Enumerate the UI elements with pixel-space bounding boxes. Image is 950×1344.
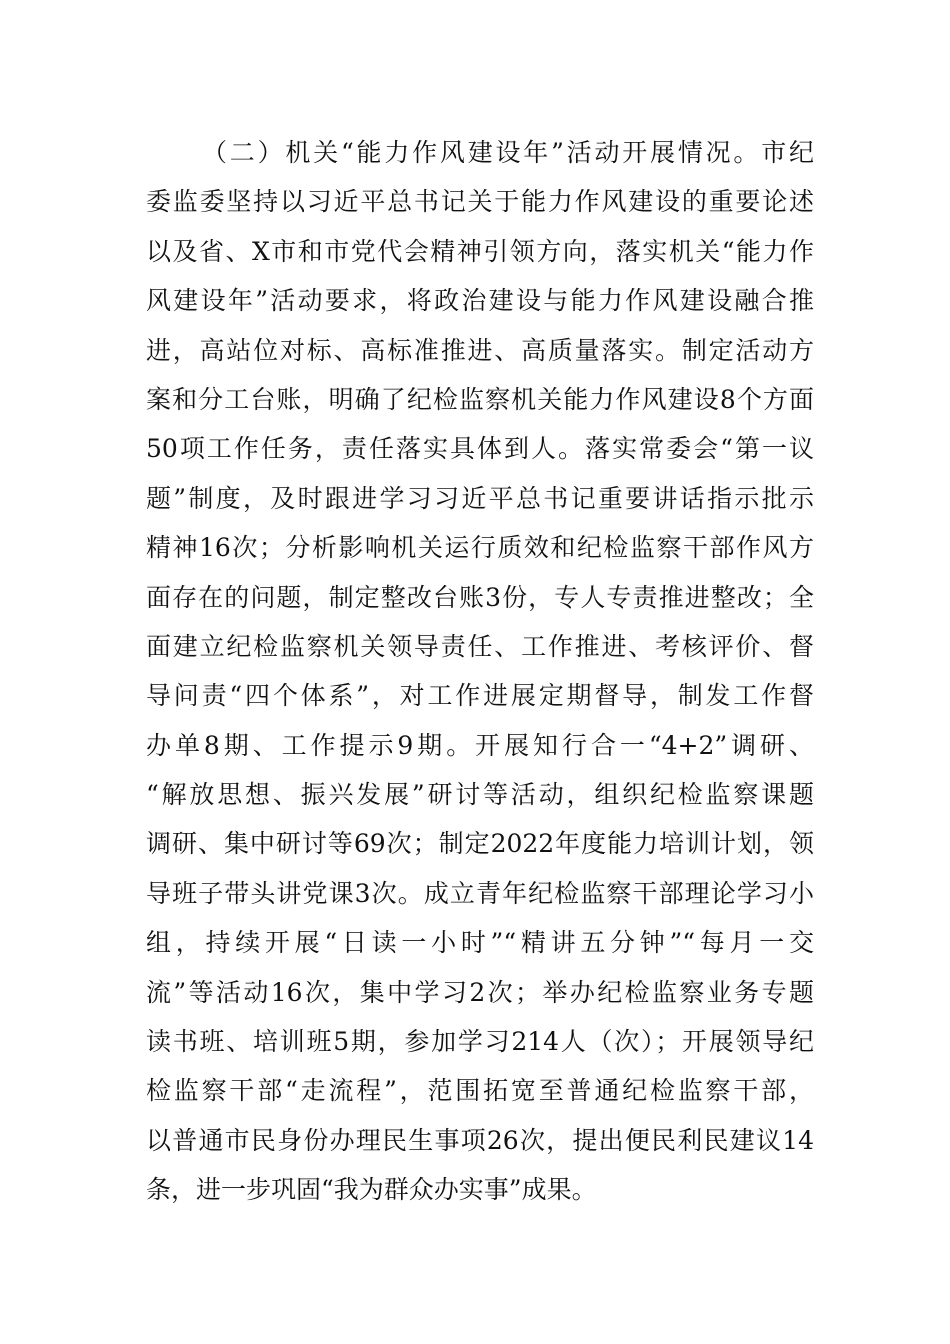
paragraph-line: “解放思想、振兴发展”研讨等活动，组织纪检监察课题 bbox=[146, 780, 814, 810]
paragraph-line: 检监察干部“走流程”，范围拓宽至普通纪检监察干部， bbox=[146, 1076, 814, 1106]
paragraph-line: 案和分工台账，明确了纪检监察机关能力作风建设8个方面 bbox=[146, 384, 814, 414]
paragraph-line: 读书班、培训班5期，参加学习214人（次）；开展领导纪 bbox=[146, 1027, 814, 1057]
paragraph-line: 导班子带头讲党课3次。成立青年纪检监察干部理论学习小 bbox=[146, 878, 814, 908]
paragraph-line: 委监委坚持以习近平总书记关于能力作风建设的重要论述 bbox=[146, 187, 814, 217]
paragraph-line: 50项工作任务，责任落实具体到人。落实常委会“第一议 bbox=[146, 434, 814, 464]
paragraph-line: 条，进一步巩固“我为群众办实事”成果。 bbox=[146, 1175, 597, 1205]
paragraph-line: 流”等活动16次，集中学习2次；举办纪检监察业务专题 bbox=[146, 977, 814, 1007]
paragraph-line: 面建立纪检监察机关领导责任、工作推进、考核评价、督 bbox=[146, 631, 814, 661]
paragraph-line: 导问责“四个体系”，对工作进展定期督导，制发工作督 bbox=[146, 681, 814, 711]
paragraph-line: 组，持续开展“日读一小时”“精讲五分钟”“每月一交 bbox=[146, 928, 814, 958]
paragraph-line: 风建设年”活动要求，将政治建设与能力作风建设融合推 bbox=[146, 286, 814, 316]
paragraph-line: 精神16次；分析影响机关运行质效和纪检监察干部作风方 bbox=[146, 533, 814, 563]
paragraph-line: （二）机关“能力作风建设年”活动开展情况。市纪 bbox=[202, 138, 814, 167]
paragraph-line: 以普通市民身份办理民生事项26次，提出便民利民建议14 bbox=[146, 1125, 814, 1155]
paragraph-line: 进，高站位对标、高标准推进、高质量落实。制定活动方 bbox=[146, 335, 814, 365]
paragraph-line: 面存在的问题，制定整改台账3份，专人专责推进整改；全 bbox=[146, 582, 814, 612]
paragraph-line: 办单8期、工作提示9期。开展知行合一“4+2”调研、 bbox=[146, 730, 814, 760]
paragraph-line: 调研、集中研讨等69次；制定2022年度能力培训计划，领 bbox=[146, 829, 814, 859]
paragraph-line: 以及省、X市和市党代会精神引领方向，落实机关“能力作 bbox=[146, 236, 814, 266]
paragraph-line: 题”制度，及时跟进学习习近平总书记重要讲话指示批示 bbox=[146, 483, 814, 513]
body-paragraph bbox=[146, 128, 814, 1215]
